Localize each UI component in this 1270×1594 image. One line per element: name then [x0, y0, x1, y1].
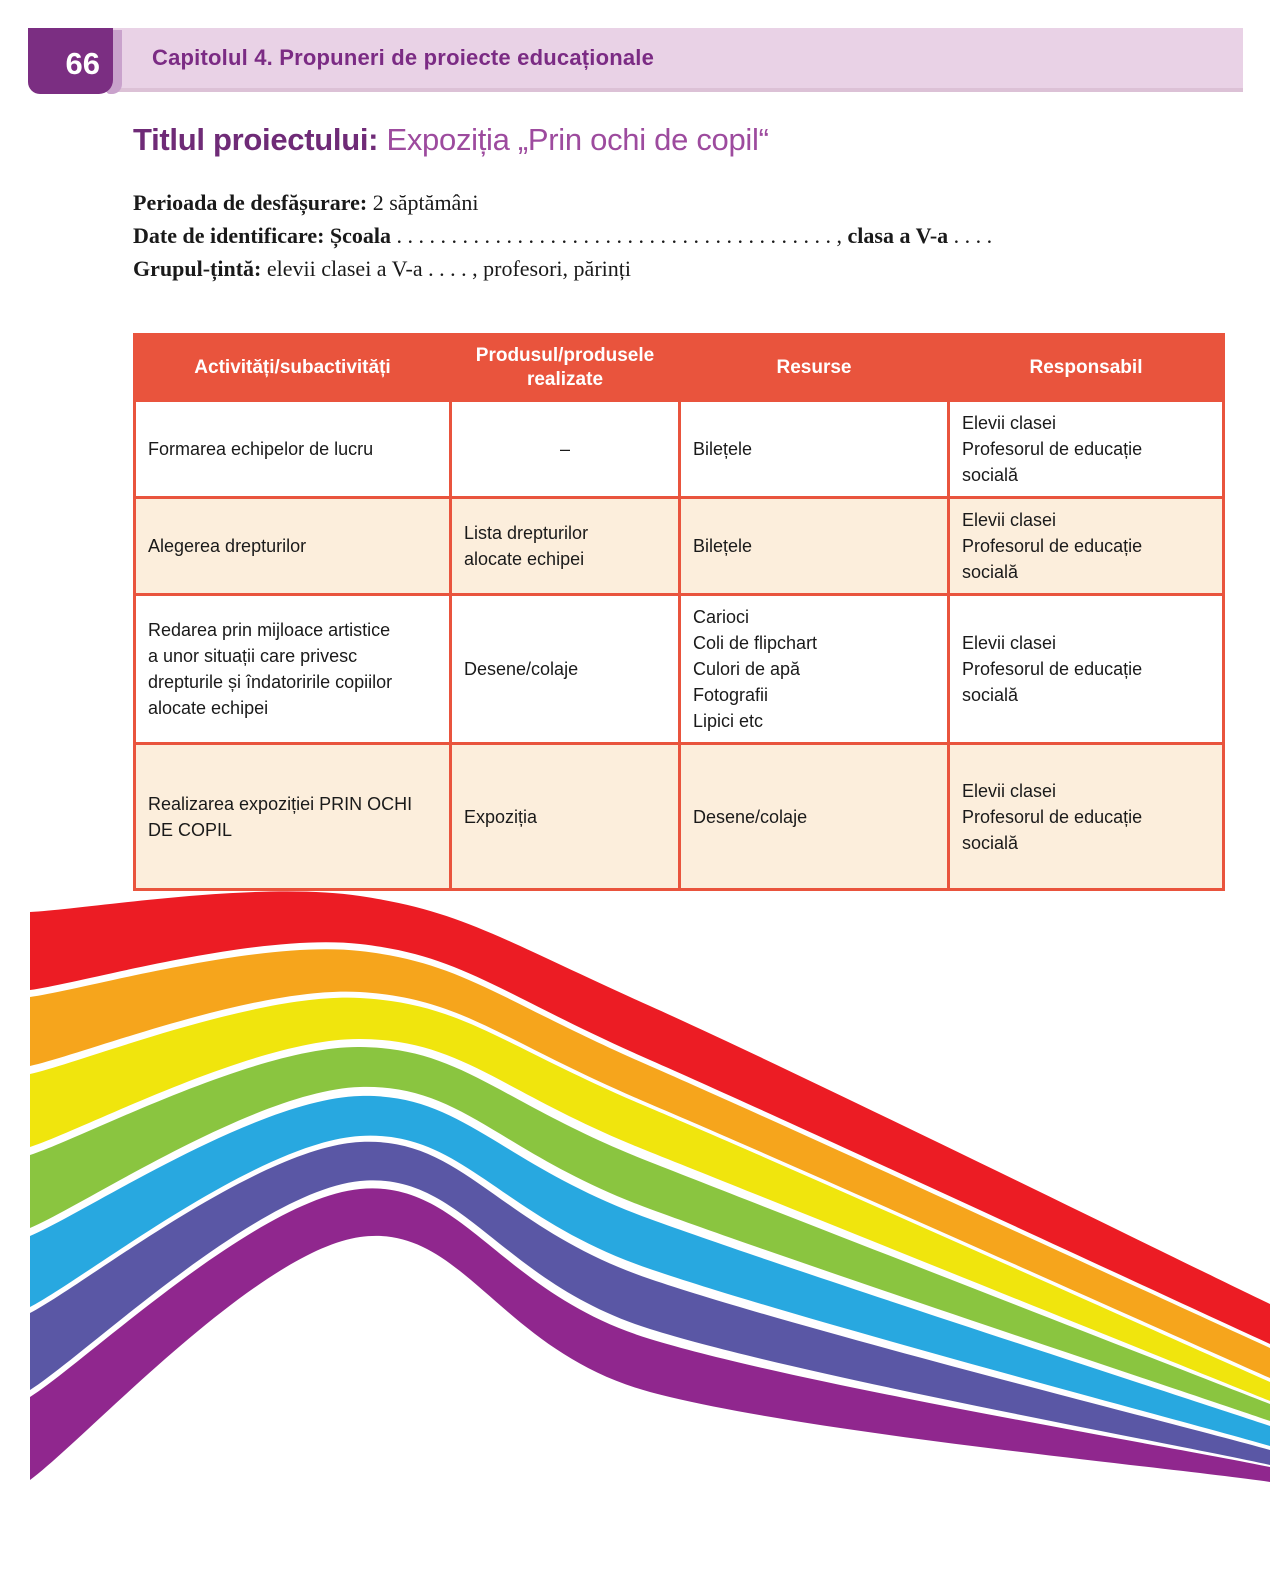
- table-cell: [135, 498, 451, 595]
- project-title-value: Expoziția „Prin ochi de copil“: [378, 122, 769, 157]
- meta-line-period: [133, 186, 1243, 219]
- table-cell: [680, 498, 949, 595]
- table-cell: [135, 401, 451, 498]
- cell-line: Redarea prin mijloace artistice: [148, 620, 391, 640]
- table-cell: [949, 498, 1224, 595]
- column-header: Produsul/produsele realizate: [451, 335, 680, 401]
- cell-line: Bilețele: [693, 439, 753, 459]
- table-cell: [680, 595, 949, 744]
- table-row: [135, 744, 1224, 890]
- column-header: Activități/subactivități: [135, 335, 451, 401]
- table-cell: [451, 401, 680, 498]
- cell-line: Profesorul de educație: [962, 439, 1143, 459]
- page-number: 66: [65, 46, 100, 81]
- cell-line: Desene/colaje: [464, 659, 579, 679]
- cell-line: Elevii clasei: [962, 413, 1057, 433]
- cell-line: Desene/colaje: [693, 806, 808, 827]
- table-row: [135, 498, 1224, 595]
- cell-line: Profesorul de educație: [962, 806, 1143, 827]
- project-title: [133, 122, 769, 158]
- cell-line: Profesorul de educație: [962, 659, 1143, 679]
- cell-line: Formarea echipelor de lucru: [148, 439, 374, 459]
- table-header-row: [135, 335, 1224, 401]
- cell-line: Bilețele: [693, 536, 753, 556]
- table-cell: [949, 744, 1224, 890]
- table-cell: [135, 744, 451, 890]
- meta-value: 2 săptămâni: [367, 190, 479, 215]
- cell-line: alocate echipei: [148, 698, 269, 718]
- page-number-box: [28, 28, 113, 94]
- table-cell: [451, 744, 680, 890]
- cell-line: socială: [962, 685, 1019, 705]
- meta-value: . . . .: [948, 223, 993, 248]
- activities-table: [133, 333, 1225, 891]
- cell-line: Carioci: [693, 607, 750, 627]
- table-cell: [135, 595, 451, 744]
- cell-line: –: [559, 439, 570, 459]
- table-cell: [451, 595, 680, 744]
- chapter-title: Capitolul 4. Propuneri de proiecte educaționale: [152, 45, 655, 70]
- meta-line-school: [133, 219, 1243, 252]
- cell-line: Elevii clasei: [962, 633, 1057, 653]
- table-cell: [949, 401, 1224, 498]
- project-title-label: Titlul proiectului:: [133, 122, 379, 157]
- cell-line: socială: [962, 465, 1019, 485]
- cell-line: Elevii clasei: [962, 780, 1057, 801]
- cell-line: socială: [962, 832, 1019, 853]
- cell-line: Alegerea drepturilor: [148, 536, 307, 556]
- meta-line-target: [133, 252, 1243, 285]
- meta-label: Grupul-țintă:: [133, 256, 262, 281]
- cell-line: Lipici etc: [693, 711, 764, 731]
- table-cell: [949, 595, 1224, 744]
- cell-line: Profesorul de educație: [962, 536, 1143, 556]
- cell-line: Lista drepturilor: [464, 523, 589, 543]
- table-row: [135, 595, 1224, 744]
- column-header: Responsabil: [949, 335, 1224, 401]
- cell-line: Fotografii: [693, 685, 769, 705]
- rainbow-graphic: [30, 880, 1270, 1594]
- cell-line: drepturile și îndatoririle copiilor: [148, 672, 393, 692]
- meta-value: elevii clasei a V-a . . . . , profesori, părinți: [261, 256, 631, 281]
- cell-line: alocate echipei: [464, 549, 585, 569]
- table-cell: [680, 744, 949, 890]
- table-cell: [451, 498, 680, 595]
- table-body: [135, 401, 1224, 890]
- meta-label: Perioada de desfășurare:: [133, 190, 368, 215]
- meta-label: Date de identificare: Școala: [133, 223, 392, 248]
- cell-line: Elevii clasei: [962, 510, 1057, 530]
- meta-label: clasa a V-a: [847, 223, 949, 248]
- cell-line: Expoziția: [464, 806, 538, 827]
- cell-line: DE COPIL: [148, 819, 233, 840]
- cell-line: Coli de flipchart: [693, 633, 818, 653]
- cell-line: socială: [962, 562, 1019, 582]
- chapter-header-bar: [106, 28, 1243, 92]
- cell-line: Culori de apă: [693, 659, 801, 679]
- table-row: [135, 401, 1224, 498]
- cell-line: a unor situații care privesc: [148, 646, 358, 666]
- column-header: Resurse: [680, 335, 949, 401]
- meta-value: . . . . . . . . . . . . . . . . . . . . . . . . . . . . . . . . . . . . . . . . ,: [391, 223, 848, 248]
- cell-line: Realizarea expoziției PRIN OCHI: [148, 793, 413, 814]
- table-cell: [680, 401, 949, 498]
- project-meta: [133, 186, 1243, 285]
